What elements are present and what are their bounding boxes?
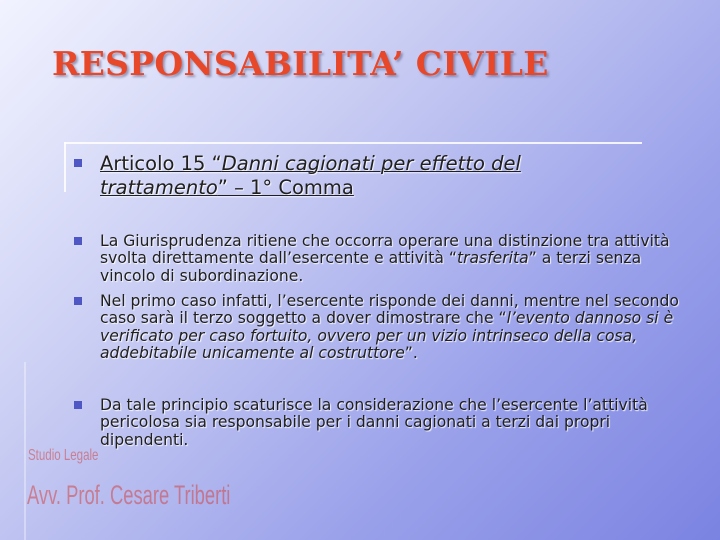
paragraph-2: Nel primo caso infatti, l’esercente risponde dei danni, mentre nel secondo caso sarà il terzo soggetto a dover dimostrare che “l’evento dannoso si è verificato per caso fortuito, ovvero per un vizio intrinseco della cosa, addebitabile unicamente al costruttore”.: [100, 292, 679, 362]
watermark-name: Avv. Prof. Cesare Triberti: [27, 480, 231, 510]
accent-line-horizontal: [64, 142, 642, 144]
watermark-studio: Studio Legale: [28, 447, 99, 464]
bullet-marker: [74, 297, 82, 305]
bullet-marker: [74, 159, 82, 167]
slide-title: RESPONSABILITA’ CIVILE: [52, 44, 549, 83]
paragraph-1: La Giurisprudenza ritiene che occorra operare una distinzione tra attività svolta direttamente dall’esercente e attività “trasferita” a terzi senza vincolo di subordinazione.: [100, 232, 670, 285]
heading-article: Articolo 15 “Danni cagionati per effetto del trattamento” – 1° Comma: [100, 152, 521, 199]
paragraph-3: Da tale principio scaturisce la considerazione che l’esercente l’attività pericolosa sia responsabile per i danni cagionati a terzi dai propri dipendenti.: [100, 396, 648, 449]
accent-line-vertical: [64, 142, 66, 192]
bullet-marker: [74, 237, 82, 245]
